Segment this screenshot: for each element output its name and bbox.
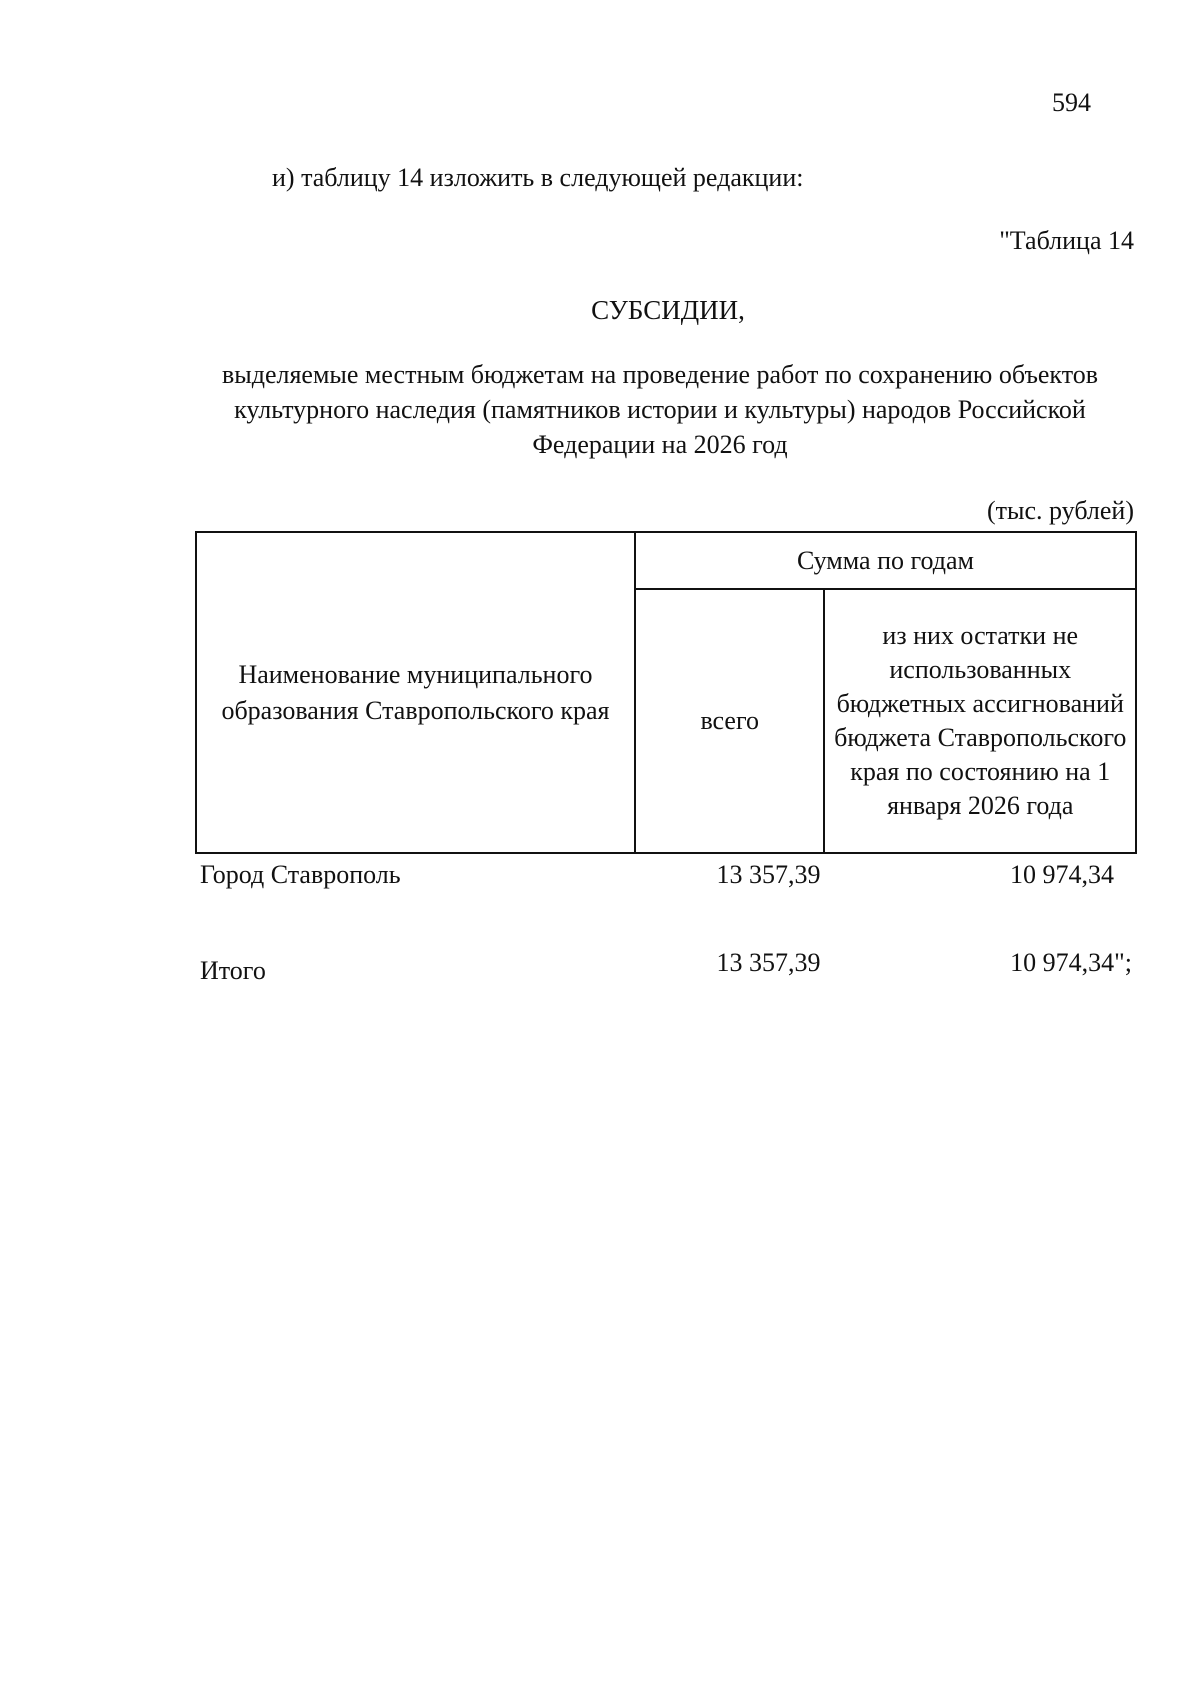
subsidies-table (195, 531, 1137, 996)
total-label: Итого (200, 956, 266, 985)
table-label: "Таблица 14 (999, 226, 1134, 255)
document-subheading: выделяемые местным бюджетам на проведение работ по сохранению объектов культурного наследия (памятников истории и культуры) народов Российской Федерации на 2026 год (221, 360, 1099, 459)
intro-text: и) таблицу 14 изложить в следующей редакции: (272, 163, 804, 192)
row-municipality: Город Ставрополь (200, 860, 401, 889)
header-sum-by-years: Сумма по годам (635, 532, 1136, 589)
row-unused-balance: 10 974,34 (1010, 860, 1114, 889)
header-unused-balance: из них остатки не использованных бюджетных ассигнований бюджета Ставропольского края по состоянию на 1 января 2026 года (824, 589, 1136, 853)
table-total-row (196, 942, 1136, 996)
header-municipality: Наименование муниципального образования Ставропольского края (196, 532, 635, 853)
document-heading: СУБСИДИИ, (591, 295, 745, 325)
total-unused-balance: 10 974,34"; (1010, 948, 1132, 977)
header-total: всего (635, 589, 825, 853)
units-label: (тыс. рублей) (986, 496, 1134, 525)
total-sum: 13 357,39 (716, 948, 821, 977)
table-row (196, 853, 1136, 942)
page-number: 594 (1052, 88, 1091, 117)
row-total: 13 357,39 (716, 860, 821, 889)
